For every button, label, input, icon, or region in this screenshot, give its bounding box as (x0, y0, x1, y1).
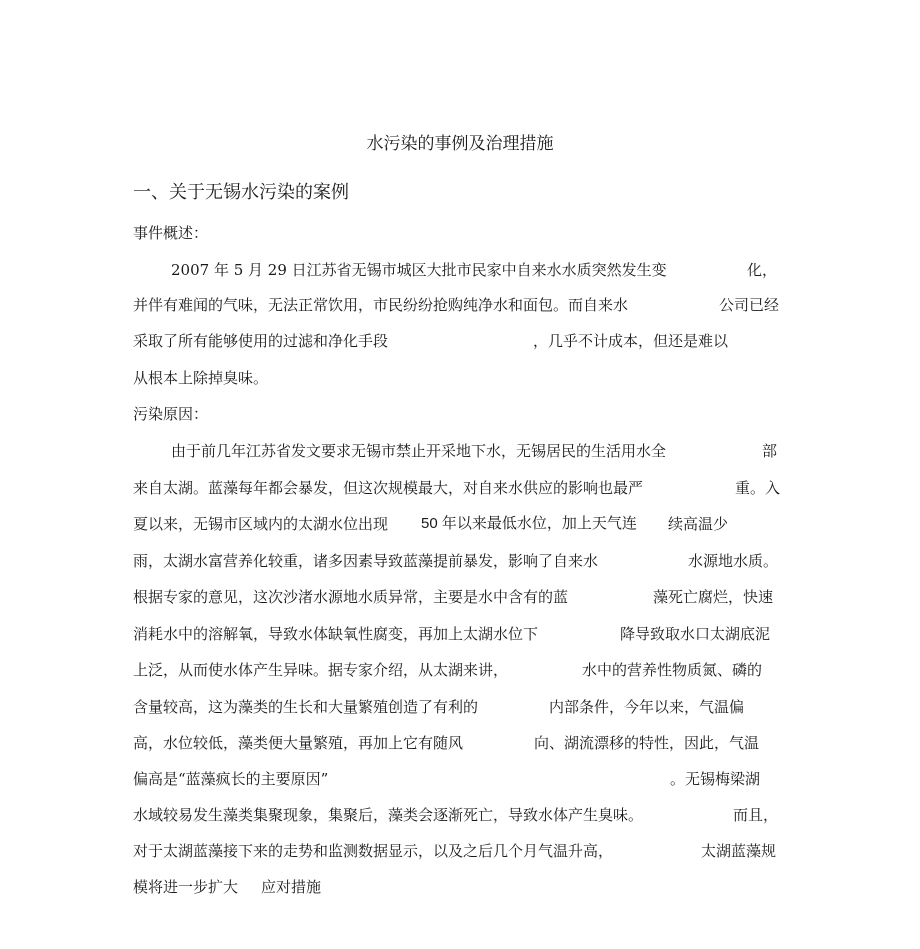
text-segment: 雨，太湖水富营养化较重，诸多因素导致蓝藻提前暴发，影响了自来水 (133, 552, 599, 570)
text-segment: 由于前几年江苏省发文要求无锡市禁止开采地下水，无锡居民的生活用水全 (171, 442, 667, 460)
page-title: 水污染的事例及治理措施 (366, 134, 554, 154)
text-segment: 采取了所有能够使用的过滤和净化手段 (133, 332, 389, 350)
text-segment: 向、湖流漂移的特性，因此，气温 (534, 734, 760, 752)
text-segment: 夏以来，无锡市区域内的太湖水位出现 (133, 515, 389, 533)
section-heading: 一、关于无锡水污染的案例 (133, 182, 349, 203)
text-segment: 水中的营养性物质氮、磷的 (582, 661, 763, 679)
text-segment: 上泛，从而使水体产生异味。据专家介绍，从太湖来讲， (133, 661, 509, 679)
text-segment: 偏高是“蓝藻疯长的主要原因” (133, 770, 329, 788)
text-segment: 含量较高，这为藻类的生长和大量繁殖创造了有利的 (133, 698, 479, 716)
text-segment: 降导致取水口太湖底泥 (620, 625, 771, 643)
text-segment: 。无锡梅梁湖 (670, 770, 761, 788)
text-segment: 50 年以来最低水位，加上天气连 (421, 515, 637, 532)
text-segment: 重。入 (735, 479, 781, 497)
text-segment: 水源地水质。 (688, 552, 779, 570)
text-segment: 对于太湖蓝藻接下来的走势和监测数据显示，以及之后几个月气温升高， (133, 842, 614, 860)
overview-label: 事件概述： (133, 224, 209, 242)
text-segment: 内部条件，今年以来，气温偏 (549, 698, 745, 716)
text-segment: 高，水位较低，藻类便大量繁殖，再加上它有随风 (133, 734, 464, 752)
text-segment: 消耗水中的溶解氧，导致水体缺氧性腐变，再加上太湖水位下 (133, 625, 539, 643)
cause-label: 污染原因： (133, 405, 209, 423)
text-segment: 续高温少 (668, 515, 729, 533)
text-segment: 从根本上除掉臭味。 (133, 369, 269, 387)
text-segment: 2007 年 5 月 29 日江苏省无锡市城区大批市民家中自来水水质突然发生变 (171, 261, 667, 279)
text-segment: 根据专家的意见，这次沙渚水源地水质异常，主要是水中含有的蓝 (133, 588, 569, 606)
text-segment: ，几乎不计成本，但还是难以 (533, 332, 729, 350)
text-segment: 并伴有难闻的气味，无法正常饮用，市民纷纷抢购纯净水和面包。而自来水 (133, 296, 629, 314)
text-segment: 水域较易发生藻类集聚现象，集聚后，藻类会逐渐死亡，导致水体产生臭味。 (133, 806, 644, 824)
text-segment: 而且， (733, 806, 779, 824)
text-segment: 太湖蓝藻规 (701, 842, 777, 860)
text-segment: 藻死亡腐烂，快速 (653, 588, 774, 606)
text-segment: 化， (747, 261, 778, 279)
text-segment: 应对措施 (261, 878, 322, 896)
text-segment: 公司已经 (719, 296, 780, 314)
text-segment: 模将进一步扩大 (133, 878, 239, 896)
text-segment: 来自太湖。蓝藻每年都会暴发，但这次规模最大，对自来水供应的影响也最严 (133, 479, 644, 497)
text-segment: 部 (762, 442, 778, 460)
